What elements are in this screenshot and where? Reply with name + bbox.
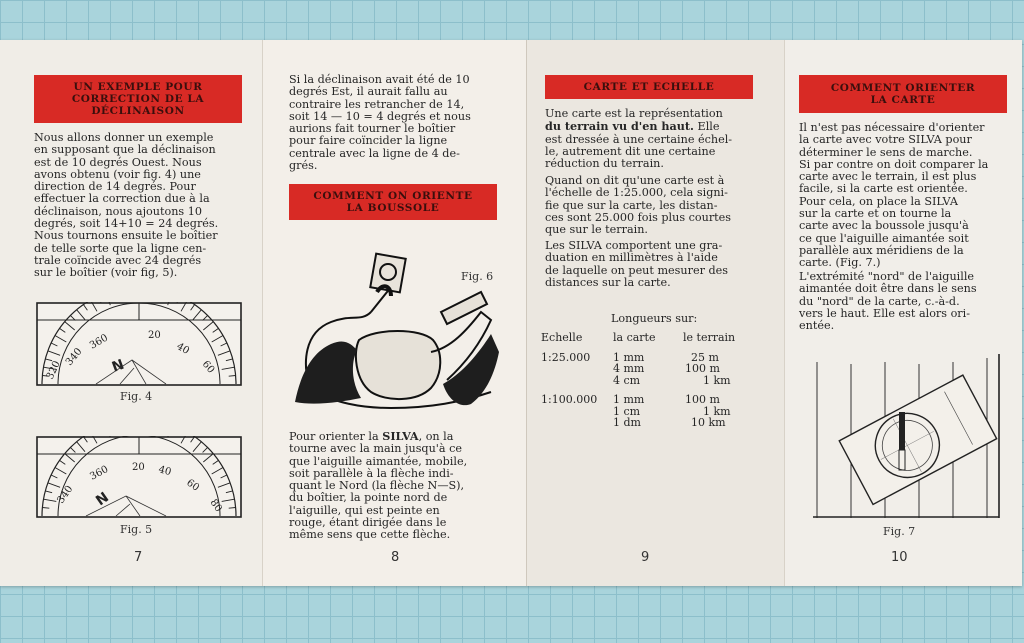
north-letter: N — [93, 489, 112, 510]
text-line: sur la carte et on tourne la — [799, 207, 952, 221]
declinaison-est-text — [289, 74, 511, 172]
orienter-silva-text — [289, 430, 511, 542]
dial-number: 360 — [88, 463, 111, 483]
carte-definition-text — [545, 108, 773, 170]
text-line: que sur le terrain. — [545, 223, 648, 237]
dial-number: 20 — [148, 330, 161, 341]
header-carte-echelle — [545, 75, 753, 99]
page-10 — [784, 40, 1022, 586]
dial-number: 40 — [174, 341, 192, 357]
text-line: le, autrement dit une certaine — [545, 144, 716, 158]
header-orienter-carte — [799, 75, 1007, 113]
header-line: LA BOUSSOLE — [346, 202, 440, 214]
terrain-length: 1 km — [703, 373, 731, 387]
fig4-compass-dial — [36, 302, 242, 386]
text-line: vers le haut. Elle est alors ori- — [799, 306, 971, 320]
fig5-compass-dial — [36, 436, 242, 518]
graduation-text — [545, 240, 773, 289]
scale-value: 1:100.000 — [541, 393, 598, 406]
header-line: CORRECTION DE LA — [71, 93, 205, 105]
fig6-label: Fig. 6 — [461, 270, 494, 283]
text-line: effectuer la correction due à la — [34, 192, 210, 206]
table-row — [541, 375, 763, 387]
map-length: 1 cm — [613, 404, 641, 418]
text-line: est dressée à une certaine échel- — [545, 132, 733, 146]
text-line: degrés, soit 14+10 = 24 degrés. — [34, 217, 219, 231]
terrain-length: 1 km — [703, 404, 731, 418]
dial-number: 360 — [88, 332, 111, 352]
body-text — [34, 132, 248, 280]
table-caption: Longueurs sur: — [611, 312, 698, 325]
text-line: entée. — [799, 319, 835, 333]
text-line: L'extrémité "nord" de l'aiguille — [799, 270, 975, 283]
text-line: même sens que cette flèche. — [289, 528, 451, 542]
text-line: parallèle aux méridiens de la — [799, 243, 964, 257]
extremite-nord-text — [799, 271, 1017, 332]
page-7 — [0, 40, 262, 586]
header-line: COMMENT ON ORIENTE — [313, 190, 473, 202]
dial-number: 60 — [184, 477, 202, 494]
text-line: l'aiguille, qui est peinte en — [289, 503, 440, 517]
text-line: contraire les retrancher de 14, — [289, 97, 465, 111]
text-line: tourne avec la main jusqu'à ce — [289, 442, 462, 456]
text-line: est de 10 degrés Ouest. Nous — [34, 155, 202, 169]
map-length: 4 cm — [613, 373, 641, 387]
terrain-length: 25 m — [691, 350, 719, 364]
dial-number: 80 — [207, 497, 224, 515]
text-line: ces sont 25.000 fois plus courtes — [545, 210, 732, 224]
fig5-label: Fig. 5 — [120, 523, 153, 536]
text-line: Nous tournons ensuite le boîtier — [34, 229, 218, 243]
text-line: duation en millimètres à l'aide — [545, 251, 718, 265]
header-terrain: le terrain — [683, 331, 736, 344]
terrain-length: 100 m — [685, 393, 720, 406]
dial-number: 40 — [157, 464, 173, 479]
page-8 — [262, 40, 526, 586]
header-line: UN EXEMPLE POUR — [73, 81, 203, 93]
dial-number: 20 — [132, 462, 145, 473]
text-segment: Elle — [693, 120, 720, 134]
text-line: pour faire coïncider la ligne — [289, 134, 448, 148]
dial-number: 340 — [63, 346, 85, 368]
text-line — [289, 430, 511, 443]
orienter-carte-text — [799, 122, 1017, 270]
text-line: quant le Nord (la flèche N—S), — [289, 479, 465, 493]
text-line: Une carte est la représentation — [545, 107, 723, 120]
table-row — [541, 394, 763, 406]
text-line: degrés Est, il aurait fallu au — [289, 85, 448, 99]
text-line: Pour cela, on place la SILVA — [799, 194, 958, 208]
text-line: déclinaison, nous ajoutons 10 — [34, 204, 202, 218]
header-line: COMMENT ORIENTER — [830, 82, 976, 94]
text-line: avons obtenu (voir fig. 4) une — [34, 167, 201, 181]
fig4-label: Fig. 4 — [120, 390, 153, 403]
text-line: l'échelle de 1:25.000, cela signi- — [545, 186, 728, 200]
text-line: aurions fait tourner le boîtier — [289, 122, 456, 136]
header-line: DÉCLINAISON — [91, 105, 185, 117]
text-line: sur le boîtier (voir fig, 5). — [34, 266, 178, 280]
page-number: 7 — [134, 550, 143, 565]
page-number: 9 — [641, 550, 650, 565]
header-line: CARTE ET ECHELLE — [583, 81, 715, 93]
dial-number: 60 — [199, 358, 217, 376]
text-line: Si la déclinaison avait été de 10 — [289, 73, 470, 86]
text-line: grés. — [289, 159, 318, 173]
text-line: que l'aiguille aimantée, mobile, — [289, 454, 468, 468]
echelle-text — [545, 175, 773, 236]
map-length: 1 mm — [613, 393, 645, 406]
text-line: Quand on dit qu'une carte est à — [545, 174, 725, 187]
table-row — [541, 417, 763, 429]
text-line: carte avec la boussole jusqu'à — [799, 219, 969, 233]
terrain-length: 10 km — [691, 416, 726, 429]
text-line: réduction du terrain. — [545, 157, 664, 171]
text-line: fie que sur la carte, les distan- — [545, 198, 718, 212]
table-row — [541, 363, 763, 375]
bold-terrain: du terrain vu d'en haut. — [545, 119, 694, 134]
text-line: du boîtier, la pointe nord de — [289, 491, 448, 505]
text-line: carte avec le terrain, il est plus — [799, 170, 977, 184]
map-length: 1 dm — [613, 416, 641, 429]
text-line: Si par contre on doit comparer la — [799, 157, 989, 171]
page-number: 10 — [891, 550, 908, 565]
text-line: trale coïncide avec 24 degrés — [34, 253, 202, 267]
header-correction-declinaison — [34, 75, 242, 123]
text-line: de laquelle on peut mesurer des — [545, 263, 729, 277]
text-line: déterminer le sens de marche. — [799, 145, 973, 159]
fig7-map-with-compass — [813, 354, 1009, 518]
north-letter: N — [109, 356, 127, 376]
fig7-label: Fig. 7 — [883, 525, 916, 538]
text-line: centrale avec la ligne de 4 de- — [289, 146, 460, 160]
table-row — [541, 406, 763, 418]
text-line — [545, 120, 773, 133]
text-line: carte. (Fig. 7.) — [799, 256, 881, 270]
text-line: en supposant que la déclinaison — [34, 143, 216, 157]
brochure-spread — [0, 40, 1022, 586]
header-line: LA CARTE — [870, 94, 936, 106]
map-length: 4 mm — [613, 362, 645, 375]
header-echelle: Echelle — [541, 331, 583, 344]
text-line: Nous allons donner un exemple — [34, 131, 214, 144]
table-row — [541, 352, 763, 364]
text-line: soit 14 — 10 = 4 degrés et nous — [289, 109, 471, 123]
scale-table — [541, 332, 763, 429]
text-line: distances sur la carte. — [545, 275, 671, 289]
text-line: Il n'est pas nécessaire d'orienter — [799, 121, 985, 134]
page-9 — [526, 40, 784, 586]
table-header-row — [541, 332, 763, 344]
dial-number: 320 — [44, 359, 63, 382]
text-line: Les SILVA comportent une gra- — [545, 239, 723, 252]
terrain-length: 100 m — [685, 362, 720, 375]
map-length: 1 mm — [613, 350, 645, 364]
text-line: aimantée doit être dans le sens — [799, 282, 977, 296]
text-line: direction de 14 degrés. Pour — [34, 180, 196, 194]
text-line: la carte avec votre SILVA pour — [799, 133, 972, 147]
text-line: facile, si la carte est orientée. — [799, 182, 968, 196]
text-line: soit parallèle à la flèche indi- — [289, 466, 454, 480]
text-line: du "nord" de la carte, c.-à-d. — [799, 294, 960, 308]
text-segment: Pour orienter la — [289, 430, 383, 443]
text-segment: , on la — [418, 430, 454, 443]
text-line: ce que l'aiguille aimantée soit — [799, 231, 969, 245]
header-oriente-boussole — [289, 184, 497, 220]
text-line: rouge, étant dirigée dans le — [289, 516, 447, 530]
dial-number: 340 — [55, 483, 76, 506]
page-number: 8 — [391, 550, 400, 565]
scale-value: 1:25.000 — [541, 350, 591, 364]
bold-silva: SILVA — [382, 429, 419, 443]
header-carte: la carte — [613, 331, 656, 344]
text-line: de telle sorte que la ligne cen- — [34, 241, 207, 255]
